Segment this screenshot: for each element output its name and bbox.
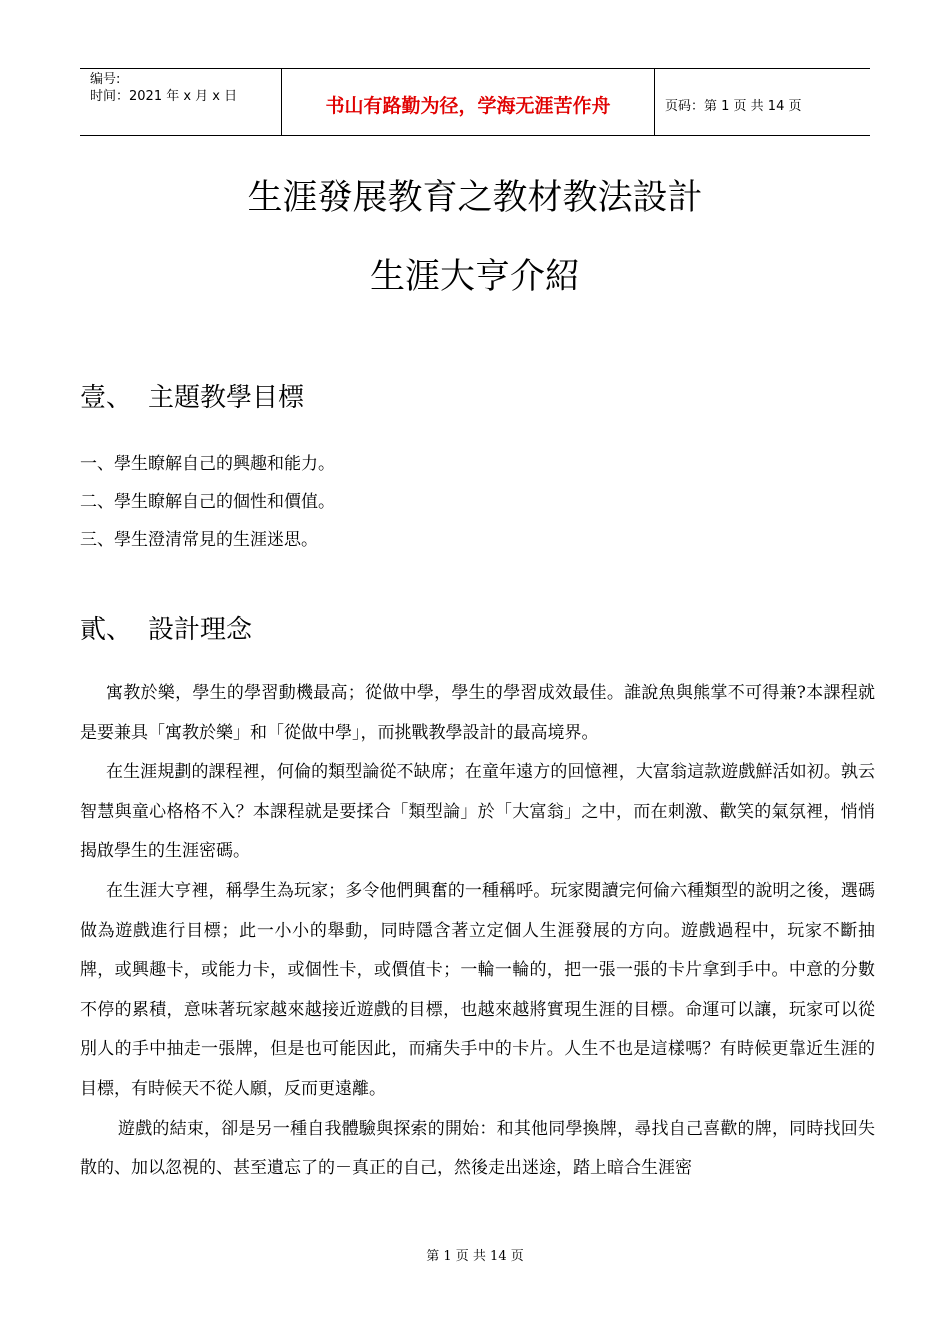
header-page-info: 页码：第 1 页 共 14 页 <box>665 98 802 114</box>
section-number: 貳、 <box>80 615 133 645</box>
list-item: 二、學生瞭解自己的個性和價值。 <box>80 492 335 512</box>
header-motto: 书山有路勤为径，学海无涯苦作舟 <box>282 69 655 135</box>
list-item: 三、學生澄清常見的生涯迷思。 <box>80 530 318 550</box>
section-title: 設計理念 <box>148 615 253 645</box>
paragraph: 遊戲的結束，卻是另一種自我體驗與探索的開始：和其他同學換牌，尋找自己喜歡的牌，同時找回失散的、加以忽視的、甚至遺忘了的－真正的自己，然後走出迷途，踏上暗合生涯密 <box>80 1118 875 1179</box>
design-concept-body <box>80 674 875 1189</box>
section-heading-1 <box>80 382 304 414</box>
header-meta <box>80 69 282 135</box>
paragraph: 寓教於樂，學生的學習動機最高；從做中學，學生的學習成效最佳。誰說魚與熊掌不可得兼?本課程就是要兼具「寓教於樂」和「從做中學」，而挑戰教學設計的最高境界。 <box>80 683 875 743</box>
list-item: 一、學生瞭解自己的興趣和能力。 <box>80 454 335 474</box>
paragraph: 在生涯大亨裡，稱學生為玩家；多令他們興奮的一種稱呼。玩家閱讀完何倫六種類型的說明之後，選碼做為遊戲進行目標；此一小小的舉動，同時隱含著立定個人生涯發展的方向。遊戲過程中，玩家不斷抽牌，或興趣卡，或能力卡，或個性卡，或價值卡；一輪一輪的，把一張一張的卡片拿到手中。中意的分數不停的累積，意味著玩家越來越接近遊戲的目標，也越來越將實現生涯的目標。命運可以讓，玩家可以從別人的手中抽走一張牌，但是也可能因此，而痛失手中的卡片。人生不也是這樣嗎？有時候更靠近生涯的目標，有時候天不從人願，反而更遠離。 <box>80 880 875 1099</box>
time-label: 时间：2021 年 x 月 x 日 <box>90 89 238 104</box>
page-footer: 第 1 页 共 14 页 <box>426 1249 524 1264</box>
number-label: 编号: <box>90 72 121 87</box>
goals-list <box>80 445 870 559</box>
section-number: 壹、 <box>80 383 133 413</box>
section-heading-2 <box>80 614 252 646</box>
page-header <box>80 68 870 136</box>
paragraph: 在生涯規劃的課程裡，何倫的類型論從不缺席；在童年遠方的回憶裡，大富翁這款遊戲鮮活如初。孰云智慧與童心格格不入？本課程就是要揉合「類型論」於「大富翁」之中，而在刺激、歡笑的氣氛裡，悄悄揭啟學生的生涯密碼。 <box>80 762 875 862</box>
document-subtitle: 生涯大亨介紹 <box>369 257 580 297</box>
document-title: 生涯發展教育之教材教法設計 <box>247 178 703 218</box>
section-title: 主題教學目標 <box>148 383 305 413</box>
